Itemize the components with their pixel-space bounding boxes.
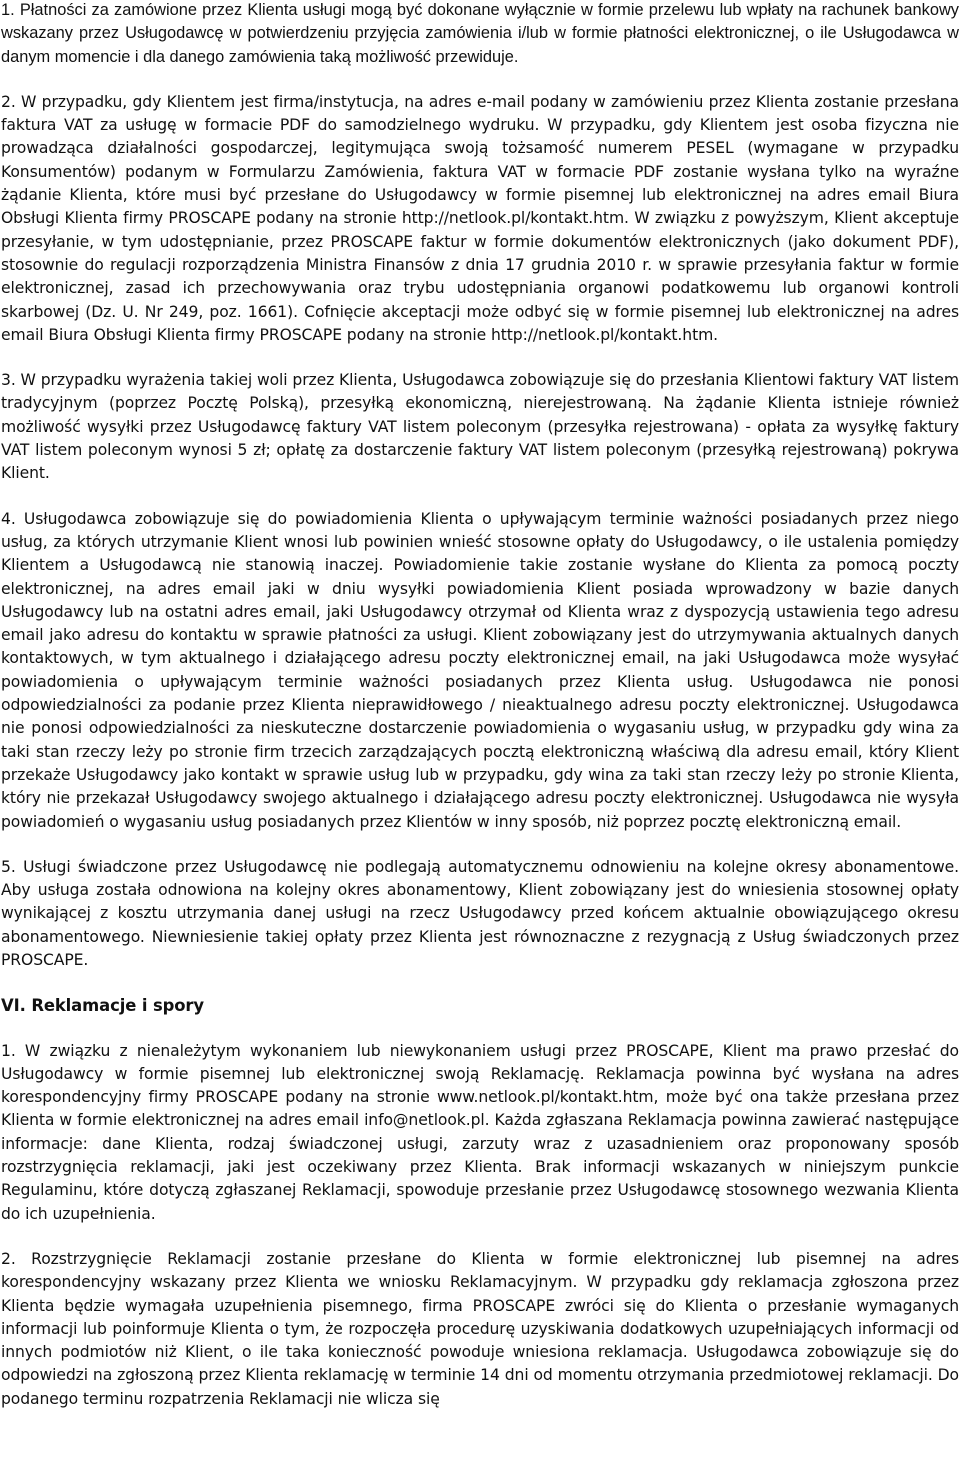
payment-paragraph-2: 2. W przypadku, gdy Klientem jest firma/instytucja, na adres e-mail podany w zamówieniu przez Klienta zostanie przesłana faktura VAT za usługę w formacie PDF do samodzielnego wydruku. W przypadku, gdy Klientem jest osoba fizyczna nie prowadząca działalności gospodarczej, legitymująca swoją tożsamość numerem PESEL (wymagane w przypadku Konsumentów) podanym w Formularzu Zamówienia, faktura VAT w formacie PDF zostanie wysłana tylko na wyraźne żądanie Klienta, które musi być przesłane do Usługodawcy w formie pisemnej lub elektronicznej na adres email Biura Obsługi Klienta firmy PROSCAPE podany na stronie http://netlook.pl/kontakt.htm. W związku z powyższym, Klient akceptuje przesyłanie, w tym udostępnianie, przez PROSCAPE faktur w formie dokumentów elektronicznych (jako dokument PDF), stosownie do regulacji rozporządzenia Ministra Finansów z dnia 17 grudnia 2010 r. w sprawie przesyłania faktur w formie elektronicznej, zasad ich przechowywania oraz trybu udostępniania organowi podatkowemu lub organowi kontroli skarbowej (Dz. U. Nr 249, poz. 1661). Cofnięcie akceptacji może odbyć się w formie pisemnej lub elektronicznej na adres email Biura Obsługi Klienta firmy PROSCAPE podany na stronie http://netlook.pl/kontakt.htm. [1,92,959,344]
complaints-paragraph-1: 1. W związku z nienależytym wykonaniem lub niewykonaniem usługi przez PROSCAPE, Klient ma prawo przesłać do Usługodawcy w formie pisemnej lub elektronicznej swoją Reklamację. Reklamacja powinna być wysłana na adres korespondencyjny firmy PROSCAPE podany na stronie www.netlook.pl/kontakt.htm, może być ona także przesłana przez Klienta w formie elektronicznej na adres email info@netlook.pl. Każda zgłaszana Reklamacja powinna zawierać następujące informacje: dane Klienta, rodzaj świadczonej usługi, zarzuty wraz z uzasadnieniem oraz proponowany sposób rozstrzygnięcia reklamacji, jaki jest oczekiwany przez Klienta. Brak informacji wskazanych w niniejszym punkcie Regulaminu, które dotyczą zgłaszanej Reklamacji, spowoduje przesłanie przez Usługodawcę stosownego wezwania Klienta do ich uzupełnienia. [1,1041,959,1223]
payment-paragraph-3: 3. W przypadku wyrażenia takiej woli przez Klienta, Usługodawca zobowiązuje się do przesłania Klientowi faktury VAT listem tradycyjnym (poprzez Pocztę Polską), przesyłką ekonomiczną, nierejestrowaną. Na żądanie Klienta istnieje również możliwość wysyłki przez Usługodawcę faktury VAT listem poleconym (przesyłka rejestrowana) - opłata za wysyłkę faktury VAT listem poleconym wynosi 5 zł; opłatę za dostarczenie faktury VAT listem poleconym (przesyłką rejestrowaną) pokrywa Klient. [1,371,959,483]
document-body [1,0,959,1411]
payment-paragraph-5: 5. Usługi świadczone przez Usługodawcę nie podlegają automatycznemu odnowieniu na kolejne okresy abonamentowe. Aby usługa została odnowiona na kolejny okres abonamentowy, Klient zobowiązany jest do wniesienia stosownej opłaty wynikającej z kosztu utrzymania danej usługi na rzecz Usługodawcy przed końcem aktualnie obowiązującego okresu abonamentowego. Niewniesienie takiej opłaty przez Klienta jest równoznaczne z rezygnacją z Usług świadczonych przez PROSCAPE. [1,857,959,969]
complaints-paragraph-2: 2. Rozstrzygnięcie Reklamacji zostanie przesłane do Klienta w formie elektronicznej lub pisemnej na adres korespondencyjny wskazany przez Klienta we wniosku Reklamacyjnym. W przypadku gdy reklamacja zgłoszona przez Klienta będzie wymagała uzupełnienia pisemnego, firma PROSCAPE zwróci się do Klienta o przesłanie wymaganych informacji lub poinformuje Klienta o tym, że rozpoczęła procedurę uzyskiwania dodatkowych uzupełniających informacji od innych podmiotów niż Klient, o ile taka konieczność powoduje wniesiona reklamacja. Usługodawca zobowiązuje się do odpowiedzi na zgłoszoną przez Klienta reklamację w terminie 14 dni od momentu otrzymania przedmiotowej reklamacji. Do podanego terminu rozpatrzenia Reklamacji nie wlicza się [1,1249,959,1408]
payment-paragraph-4: 4. Usługodawca zobowiązuje się do powiadomienia Klienta o upływającym terminie ważności posiadanych przez niego usług, za których utrzymanie Klient wnosi lub powinien wnieść stosowne opłaty do Usługodawcy, o ile ustalenia pomiędzy Klientem a Usługodawcą nie stanowią inaczej. Powiadomienie takie zostanie wysłane do Klienta za pomocą poczty elektronicznej, na adres email jaki w dniu wysyłki powiadomienia Klient posiada wprowadzony w bazie danych Usługodawcy lub na ostatni adres email, jaki Usługodawcy otrzymał od Klienta wraz z dyspozycją ustawienia tego adresu email jako adresu do kontaktu w sprawie płatności za usługi. Klient zobowiązany jest do utrzymywania aktualnych danych kontaktowych, w tym aktualnego i działającego adresu poczty elektronicznej email, na jaki Usługodawca może wysyłać powiadomienia o upływającym terminie ważności posiadanych przez Klienta usług. Usługodawca nie ponosi odpowiedzialności za podanie przez Klienta nieprawidłowego / nieaktualnego adresu poczty elektronicznej. Usługodawca nie ponosi odpowiedzialności za nieskuteczne dostarczenie powiadomienia o wygasaniu usług, w przypadku gdy wina za taki stan rzeczy leży po stronie firm trzecich zarządzających pocztą elektroniczną właściwą dla adresu email, który Klient przekaże Usługodawcy jako kontakt w sprawie usług lub w przypadku, gdy wina za taki stan rzeczy leży po stronie Klienta, który nie przekazał Usługodawcy swojego aktualnego i działającego adresu poczty elektronicznej. Usługodawca nie wysyła powiadomień o wygasaniu usług posiadanych przez Klientów w inny sposób, niż poprzez pocztę elektroniczną email. [1,509,959,831]
payment-paragraph-1: 1. Płatności za zamówione przez Klienta usługi mogą być dokonane wyłącznie w formie przelewu lub wpłaty na rachunek bankowy wskazany przez Usługodawcę w potwierdzeniu przyjęcia zamówienia i/lub w formie płatności elektronicznej, o ile Usługodawca w danym momencie i dla danego zamówienia taką możliwość przewiduje. [1,1,959,66]
section-heading: VI. Reklamacje i spory [1,996,204,1016]
